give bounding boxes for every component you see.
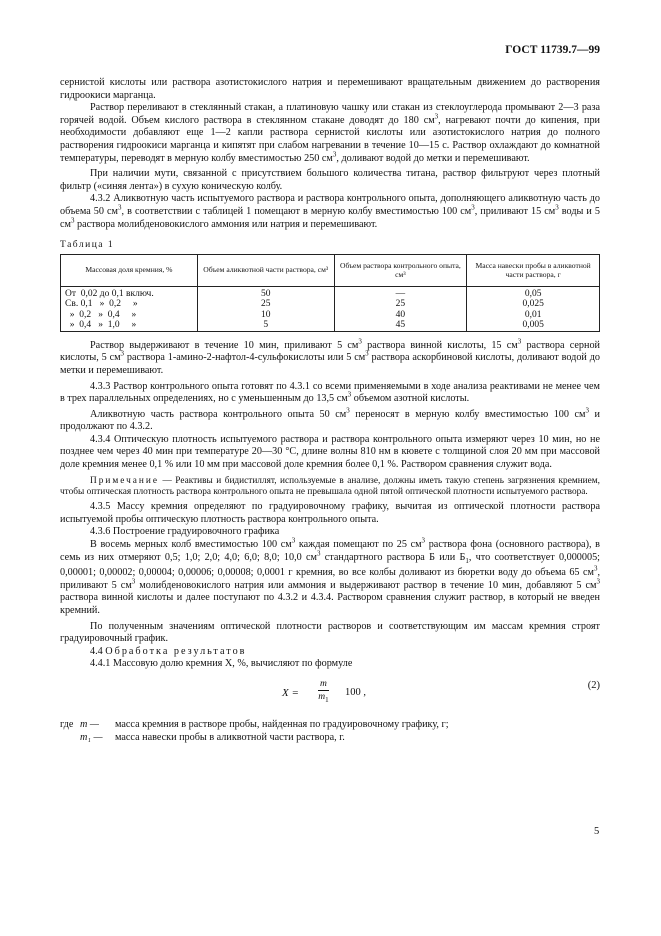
- paragraph-4-3-2: 4.3.2 Аликвотную часть испытуемого раствора и раствора контрольного опыта, дополняющего аликвотную часть до объема 50 $см^3$, в соответствии с таблицей 1 помещают в мерную колбу вместимостью 100 $см^3$, приливают 15 $см^3$ воды и 5 $см^3$ раствора молибденовокислого аммония или натрия и перемешивают.: [60, 193, 601, 230]
- page-body: [60, 77, 600, 745]
- paragraph: При наличии мути, связанной с присутствием большого количества титана, раствор фильтруют через плотный фильтр («синяя лента») в сухую коническую колбу.: [60, 168, 600, 192]
- table-header: Массовая доля кремния, %: [61, 254, 198, 286]
- note: Примечание — Реактивы и бидистиллят, используемые в анализе, должны иметь такую степень загрязнения кремнием, чтобы оптическая плотность раствора контрольного опыта не превышала одной пятой оптической плотности испытуемого раствора.: [60, 475, 600, 497]
- table-cell: От 0,02 до 0,1 включ.: [61, 286, 198, 299]
- table-cell: 0,005: [467, 320, 600, 331]
- definition-item: [60, 719, 600, 732]
- formula-numerator: m: [320, 679, 327, 689]
- formula-denominator: $m_1$: [318, 692, 329, 704]
- paragraph-4-3-6: 4.3.6 Построение градуировочного графика: [90, 526, 280, 538]
- definition-text: масса навески пробы в аликвотной части раствора, г.: [115, 732, 345, 743]
- paragraph: Раствор выдерживают в течение 10 мин, приливают 5 $см^3$ раствора винной кислоты, 15 $см^3$ раствора серной кислоты, 5 $см^3$ раствора 1-амино-2-нафтол-4-сульфокислоты или 5 $см^3$ раствора аскорбиновой кислоты, доливают водой до метки и перемешивают.: [60, 337, 600, 376]
- definitions: [60, 719, 600, 745]
- definition-term: m —: [80, 719, 99, 730]
- formula-lhs: X =: [282, 687, 299, 699]
- paragraph: сернистой кислоты или раствора азотистокислого натрия и перемешивают вращательным движением до растворения гидроокиси марганца.: [60, 77, 600, 101]
- page-number: 5: [594, 826, 600, 837]
- paragraph: По полученным значениям оптической плотности растворов и соответствующим им массам кремния строят градуировочный график.: [60, 620, 600, 645]
- document-header: ГОСТ 11739.7—99: [505, 44, 600, 56]
- definition-text: масса кремния в растворе пробы, найденная по градуировочному графику, г;: [115, 719, 449, 730]
- table-cell: —: [334, 286, 467, 299]
- table-cell: 0,05: [467, 286, 600, 299]
- table-cell: 0,01: [467, 310, 600, 321]
- table-cell: 45: [334, 320, 467, 331]
- paragraph: Раствор переливают в стеклянный стакан, а платиновую чашку или стакан из стеклоуглерода промывают 2—3 раза горячей водой. Объем кислого раствора в стеклянном стакане доводят до 180 $см^3$, нагревают почти до кипения, при необходимости добавляют еще 1—2 капли раствора сернистой кислоты или азотистокислого натрия до полного растворения гидроокиси марганца и кипятят при слабом нагревании в течение 10—15 с. Раствор охлаждают до комнатной температуры, переводят в мерную колбу вместимостью 250 $см^3$, доливают водой до метки и перемешивают.: [60, 102, 600, 164]
- table-cell: 25: [334, 299, 467, 310]
- section-heading-4-4: 4.4 Обработка результатов: [90, 645, 247, 657]
- table-row: [61, 310, 600, 321]
- table-cell: 10: [197, 310, 334, 321]
- table-row: [61, 299, 600, 310]
- paragraph-4-3-5: 4.3.5 Массу кремния определяют по градуировочному графику, вычитая из оптической плотности раствора испытуемой пробы оптическую плотность раствора контрольного опыта.: [60, 501, 600, 525]
- definition-item: [60, 732, 600, 745]
- table-header: Объем раствора контрольного опыта, см³: [334, 254, 467, 286]
- table-row: [61, 286, 600, 299]
- paragraph-4-3-3: 4.3.3 Раствор контрольного опыта готовят по 4.3.1 со всеми применяемыми в ходе анализа реактивами не менее чем в трех параллельных определениях, но с уменьшенным до 13,5 $см^3$ объемом азотной кислоты.: [60, 380, 600, 405]
- table-cell: 5: [197, 320, 334, 331]
- paragraph-4-4-1: 4.4.1 Массовую долю кремния X, %, вычисляют по формуле: [90, 658, 353, 670]
- table-header: Объем аликвотной части раствора, см³: [197, 254, 334, 286]
- paragraph: Аликвотную часть раствора контрольного опыта 50 $см^3$ переносят в мерную колбу вместимостью 100 $см^3$ и продолжают по 4.3.2.: [60, 406, 601, 433]
- paragraph-4-3-4: 4.3.4 Оптическую плотность испытуемого раствора и раствора контрольного опыта измеряют через 10 мин, но не позднее чем через 40 мин при температуре 20—30 °С, длине волны 810 нм в кювете с толщиной слоя 20 мм при массовой доле кремния менее 0,1 % или 10 мм при массовой доле кремния более 0,1 %. Раствором сравнения служит вода.: [60, 433, 600, 471]
- table-1: [60, 254, 600, 332]
- table-cell: » 0,4 » 1,0 »: [61, 320, 198, 331]
- table-caption: Таблица 1: [60, 240, 115, 251]
- table-cell: 50: [197, 286, 334, 299]
- table-row: [61, 320, 600, 331]
- table-header: Масса навески пробы в аликвотной части раствора, г: [467, 254, 600, 286]
- table-cell: 40: [334, 310, 467, 321]
- table-cell: 25: [197, 299, 334, 310]
- definition-term: m₁ —: [80, 732, 103, 743]
- formula-2: [60, 677, 600, 715]
- formula-fraction: [318, 679, 329, 706]
- formula-number: (2): [587, 680, 600, 691]
- definition-prefix: где: [60, 719, 74, 730]
- table-cell: Св. 0,1 » 0,2 »: [61, 299, 198, 310]
- note-label: Примечание: [90, 475, 159, 486]
- table-cell: 0,025: [467, 299, 600, 310]
- table-cell: » 0,2 » 0,4 »: [61, 310, 198, 321]
- paragraph: В восемь мерных колб вместимостью 100 $см^3$ каждая помещают по 25 $см^3$ раствора фона (основного раствора), в семь из них отмеряют 0,5; 1,0; 2,0; 4,0; 6,0; 8,0; 10,0 $см^3$ стандартного раствора Б или $Б_1$, что соответствует 0,000005; 0,00001; 0,00002; 0,00004; 0,00006; 0,00008; 0,0001 г кремния, во все колбы доливают из бюретки воду до объема 65 $см^3$, приливают 5 $см^3$ молибденовокислого натрия или аммония и выдерживают раствор в течение 10 мин, добавляют 5 $см^3$ раствора винной кислоты и далее поступают по 4.3.2 и 4.3.4. Раствором сравнения служит раствор, в который не введен кремний.: [60, 536, 600, 617]
- formula-multiplier: 100 ,: [345, 687, 366, 698]
